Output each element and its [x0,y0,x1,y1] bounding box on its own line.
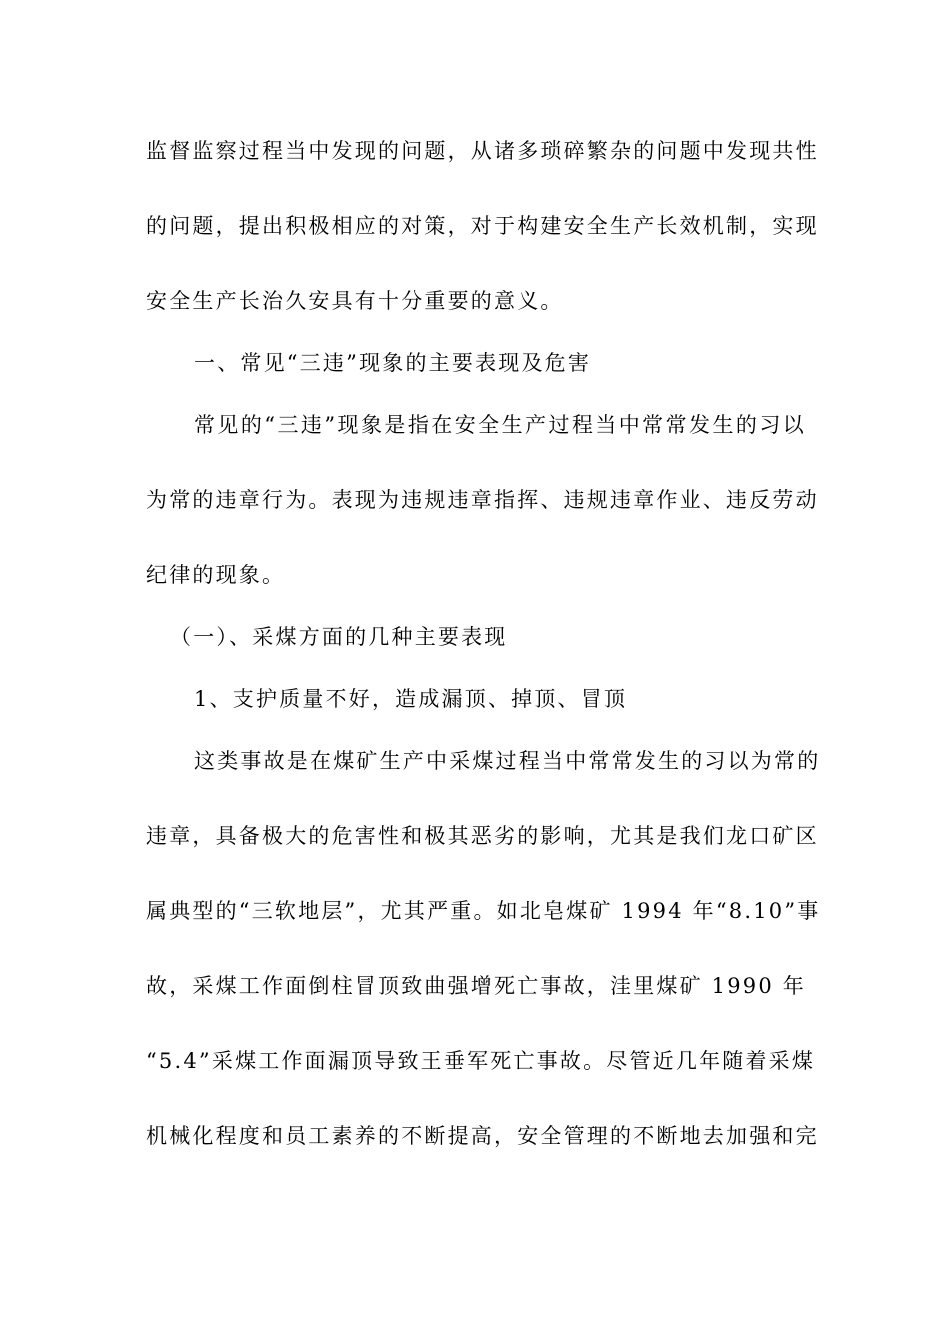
paragraph-line: 这类事故是在煤矿生产中采煤过程当中常常发生的习以为常的 [194,749,821,773]
paragraph-line: 违章，具备极大的危害性和极其恶劣的影响，尤其是我们龙口矿区 [146,824,819,848]
paragraph-line: 为常的违章行为。表现为违规违章指挥、违规违章作业、违反劳动 [146,488,819,512]
section-heading: 一、常见“三违”现象的主要表现及危害 [194,351,592,375]
paragraph-line: 故，采煤工作面倒柱冒顶致曲强增死亡事故，洼里煤矿 1990 年 [146,974,806,998]
paragraph-line: 属典型的“三软地层”，尤其严重。如北皂煤矿 1994 年“8.10”事 [146,899,821,923]
paragraph-line: 的问题，提出积极相应的对策，对于构建安全生产长效机制，实现 [146,214,819,238]
paragraph-line: 纪律的现象。 [146,563,286,587]
paragraph-line: 常见的“三违”现象是指在安全生产过程当中常常发生的习以 [194,413,806,437]
paragraph-line: 机械化程度和员工素养的不断提高，安全管理的不断地去加强和完 [146,1124,819,1148]
paragraph-line: 安全生产长治久安具有十分重要的意义。 [146,289,564,313]
paragraph-line: 监督监察过程当中发现的问题，从诸多琐碎繁杂的问题中发现共性 [146,139,819,163]
subsection-heading: （一）、采煤方面的几种主要表现 [170,625,508,649]
paragraph-line: “5.4”采煤工作面漏顶导致王垂军死亡事故。尽管近几年随着采煤 [146,1049,816,1073]
item-heading: 1、支护质量不好，造成漏顶、掉顶、冒顶 [194,687,628,711]
